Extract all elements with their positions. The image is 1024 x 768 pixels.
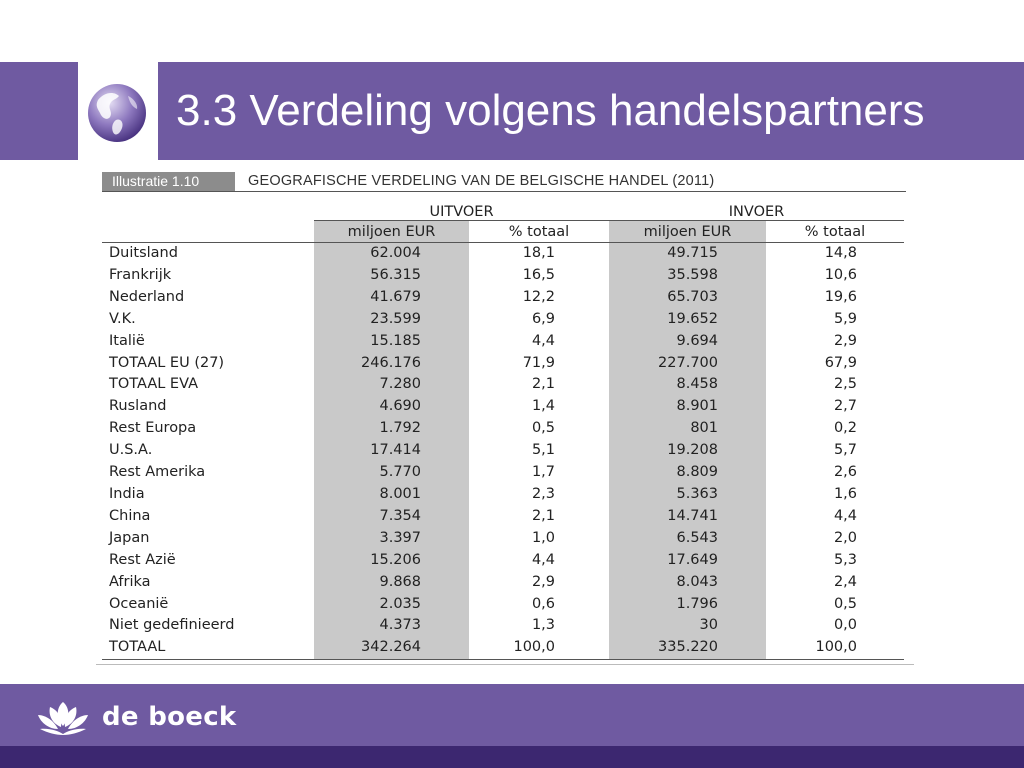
export-share-cell: 4,4 bbox=[531, 332, 555, 349]
export-share-cell: 16,5 bbox=[522, 266, 555, 283]
country-cell: TOTAAL EVA bbox=[109, 376, 199, 393]
export-amount-cell: 7.280 bbox=[314, 374, 469, 396]
table-row bbox=[102, 287, 904, 309]
country-cell: Oceanië bbox=[109, 595, 169, 612]
table-row bbox=[102, 374, 904, 396]
export-amount-cell: 23.599 bbox=[314, 309, 469, 331]
country-cell: Frankrijk bbox=[109, 266, 172, 283]
illustration-number: Illustratie 1.10 bbox=[102, 172, 235, 191]
country-cell: Rusland bbox=[109, 398, 167, 415]
export-share-cell: 0,6 bbox=[531, 595, 555, 612]
import-amount-cell: 1.796 bbox=[609, 594, 766, 616]
table-row bbox=[102, 550, 904, 572]
export-amount-cell: 4.690 bbox=[314, 396, 469, 418]
import-share-cell: 2,7 bbox=[833, 398, 857, 415]
table-row bbox=[102, 243, 904, 265]
import-amount-cell: 6.543 bbox=[609, 528, 766, 550]
import-amount-cell: 227.700 bbox=[609, 353, 766, 375]
import-share-cell: 2,9 bbox=[833, 332, 857, 349]
export-amount-cell: 4.373 bbox=[314, 615, 469, 637]
import-amount-header: miljoen EUR bbox=[609, 221, 766, 243]
import-share-cell: 2,6 bbox=[833, 464, 857, 481]
import-share-cell: 100,0 bbox=[766, 637, 904, 659]
export-share-cell: 1,7 bbox=[531, 464, 555, 481]
import-amount-cell: 35.598 bbox=[609, 265, 766, 287]
import-amount-cell: 14.741 bbox=[609, 506, 766, 528]
export-share-cell: 71,9 bbox=[522, 354, 555, 371]
import-group-header: INVOER bbox=[609, 198, 904, 221]
export-amount-cell: 8.001 bbox=[314, 484, 469, 506]
illustration-caption bbox=[102, 172, 906, 192]
table-row bbox=[102, 637, 904, 659]
import-share-cell: 14,8 bbox=[824, 245, 857, 261]
export-amount-cell: 246.176 bbox=[314, 353, 469, 375]
export-amount-cell: 5.770 bbox=[314, 462, 469, 484]
export-share-header: % totaal bbox=[508, 223, 570, 240]
export-amount-cell: 3.397 bbox=[314, 528, 469, 550]
import-share-cell: 0,5 bbox=[833, 595, 857, 612]
import-share-cell: 67,9 bbox=[824, 354, 857, 371]
export-share-cell: 12,2 bbox=[522, 288, 555, 305]
table-row bbox=[102, 528, 904, 550]
export-group-header: UITVOER bbox=[314, 198, 609, 221]
country-cell: Japan bbox=[109, 529, 150, 546]
table-row bbox=[102, 594, 904, 616]
trade-table bbox=[102, 198, 904, 660]
export-amount-cell: 342.264 bbox=[314, 637, 469, 659]
table-row bbox=[102, 572, 904, 594]
import-share-header: % totaal bbox=[804, 223, 866, 240]
table-row bbox=[102, 615, 904, 637]
country-cell: Duitsland bbox=[109, 245, 178, 261]
table-row bbox=[102, 462, 904, 484]
country-cell: China bbox=[109, 507, 151, 524]
country-cell: TOTAAL bbox=[102, 637, 314, 659]
footer-bar bbox=[0, 746, 1024, 768]
export-share-cell: 18,1 bbox=[522, 245, 555, 261]
export-share-cell: 4,4 bbox=[531, 551, 555, 568]
export-amount-cell: 41.679 bbox=[314, 287, 469, 309]
export-amount-cell: 9.868 bbox=[314, 572, 469, 594]
export-share-cell: 2,9 bbox=[531, 573, 555, 590]
table-row bbox=[102, 309, 904, 331]
export-share-cell: 6,9 bbox=[531, 310, 555, 327]
empty-header-cell bbox=[102, 221, 314, 243]
import-amount-cell: 801 bbox=[609, 418, 766, 440]
export-share-cell: 2,3 bbox=[531, 485, 555, 502]
import-share-cell: 10,6 bbox=[824, 266, 857, 283]
country-cell: Italië bbox=[109, 332, 145, 349]
country-cell: Rest Azië bbox=[109, 551, 176, 568]
export-amount-cell: 15.206 bbox=[314, 550, 469, 572]
lotus-logo-icon bbox=[34, 698, 92, 736]
group-header-row bbox=[102, 198, 904, 221]
import-amount-cell: 8.043 bbox=[609, 572, 766, 594]
import-share-cell: 19,6 bbox=[824, 288, 857, 305]
import-share-cell: 2,4 bbox=[833, 573, 857, 590]
brand-name: de boeck bbox=[102, 702, 237, 732]
table-row bbox=[102, 506, 904, 528]
table-row bbox=[102, 484, 904, 506]
import-amount-cell: 30 bbox=[609, 615, 766, 637]
import-share-cell: 0,0 bbox=[833, 617, 857, 634]
export-amount-cell: 1.792 bbox=[314, 418, 469, 440]
import-amount-cell: 8.458 bbox=[609, 374, 766, 396]
import-amount-cell: 8.901 bbox=[609, 396, 766, 418]
country-cell: Afrika bbox=[109, 573, 151, 590]
import-share-cell: 5,3 bbox=[833, 551, 857, 568]
export-amount-cell: 17.414 bbox=[314, 440, 469, 462]
country-cell: Rest Amerika bbox=[109, 464, 206, 481]
empty-header-cell bbox=[102, 198, 314, 221]
table-body bbox=[102, 243, 904, 660]
table-row bbox=[102, 440, 904, 462]
import-share-cell: 5,7 bbox=[833, 442, 857, 459]
import-amount-cell: 335.220 bbox=[609, 637, 766, 659]
country-cell: TOTAAL EU (27) bbox=[109, 354, 225, 371]
table-row bbox=[102, 418, 904, 440]
country-cell: Niet gedefinieerd bbox=[109, 617, 235, 634]
table-row bbox=[102, 265, 904, 287]
country-cell: Nederland bbox=[109, 288, 185, 305]
table-row bbox=[102, 353, 904, 375]
export-amount-cell: 62.004 bbox=[314, 243, 469, 265]
import-amount-cell: 49.715 bbox=[609, 243, 766, 265]
import-share-cell: 0,2 bbox=[833, 420, 857, 437]
import-share-cell: 5,9 bbox=[833, 310, 857, 327]
country-cell: India bbox=[109, 485, 145, 502]
export-share-cell: 0,5 bbox=[531, 420, 555, 437]
country-cell: Rest Europa bbox=[109, 420, 197, 437]
import-share-cell: 4,4 bbox=[833, 507, 857, 524]
slide-title: 3.3 Verdeling volgens handelspartners bbox=[176, 86, 925, 135]
export-share-cell: 1,4 bbox=[531, 398, 555, 415]
export-share-cell: 2,1 bbox=[531, 376, 555, 393]
table-row bbox=[102, 331, 904, 353]
export-amount-header: miljoen EUR bbox=[314, 221, 469, 243]
import-share-cell: 1,6 bbox=[833, 485, 857, 502]
export-share-cell: 1,0 bbox=[531, 529, 555, 546]
export-share-cell: 2,1 bbox=[531, 507, 555, 524]
export-amount-cell: 15.185 bbox=[314, 331, 469, 353]
export-amount-cell: 2.035 bbox=[314, 594, 469, 616]
country-cell: V.K. bbox=[109, 310, 136, 327]
globe-box bbox=[78, 62, 158, 160]
import-amount-cell: 17.649 bbox=[609, 550, 766, 572]
table-row bbox=[102, 396, 904, 418]
illustration-title: GEOGRAFISCHE VERDELING VAN DE BELGISCHE HANDEL (2011) bbox=[248, 173, 715, 189]
import-amount-cell: 5.363 bbox=[609, 484, 766, 506]
import-amount-cell: 8.809 bbox=[609, 462, 766, 484]
export-amount-cell: 7.354 bbox=[314, 506, 469, 528]
import-amount-cell: 9.694 bbox=[609, 331, 766, 353]
export-share-cell: 5,1 bbox=[531, 442, 555, 459]
sub-header-row bbox=[102, 221, 904, 243]
table-bottom-line bbox=[96, 664, 914, 665]
import-amount-cell: 19.652 bbox=[609, 309, 766, 331]
export-share-cell: 1,3 bbox=[531, 617, 555, 634]
import-share-cell: 2,0 bbox=[833, 529, 857, 546]
country-cell: U.S.A. bbox=[109, 442, 153, 459]
export-amount-cell: 56.315 bbox=[314, 265, 469, 287]
export-share-cell: 100,0 bbox=[469, 637, 609, 659]
import-amount-cell: 65.703 bbox=[609, 287, 766, 309]
import-amount-cell: 19.208 bbox=[609, 440, 766, 462]
import-share-cell: 2,5 bbox=[833, 376, 857, 393]
globe-icon bbox=[86, 82, 148, 144]
